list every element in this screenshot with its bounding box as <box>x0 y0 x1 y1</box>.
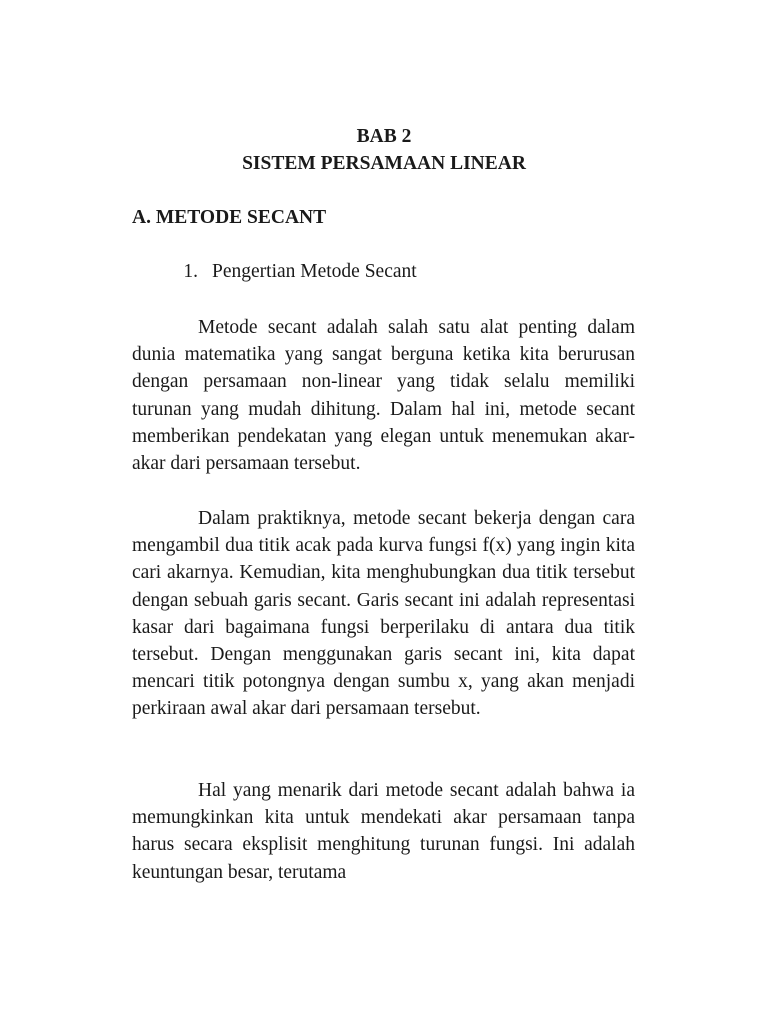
paragraph: Dalam praktiknya, metode secant bekerja dengan cara mengambil dua titik acak pada kurva fungsi f(x) yang ingin kita cari akarnya. Kemudian, kita menghubungkan dua titik tersebut dengan sebuah garis secant. Garis secant ini adalah representasi kasar dari bagaimana fungsi berperilaku di antara dua titik tersebut. Dengan menggunakan garis secant ini, kita dapat mencari titik potongnya dengan sumbu x, yang akan menjadi perkiraan awal akar dari persamaan tersebut. <box>132 508 635 720</box>
subsection-heading <box>132 258 635 285</box>
paragraph: Hal yang menarik dari metode secant adalah bahwa ia memungkinkan kita untuk mendekati akar persamaan tanpa harus secara eksplisit menghitung turunan fungsi. Ini adalah keuntungan besar, terutama <box>132 780 635 883</box>
section-heading: A. METODE SECANT <box>132 207 327 228</box>
chapter-title: SISTEM PERSAMAAN LINEAR <box>242 153 526 174</box>
chapter-label: BAB 2 <box>356 126 412 147</box>
paragraph: Metode secant adalah salah satu alat penting dalam dunia matematika yang sangat berguna ketika kita berurusan dengan persamaan non-linear yang tidak selalu memiliki turunan yang mudah dihitung. Dalam hal ini, metode secant memberikan pendekatan yang elegan untuk menemukan akar-akar dari persamaan tersebut. <box>132 317 635 475</box>
subsection-number: 1. <box>183 261 198 282</box>
subsection-title: Pengertian Metode Secant <box>212 261 417 282</box>
